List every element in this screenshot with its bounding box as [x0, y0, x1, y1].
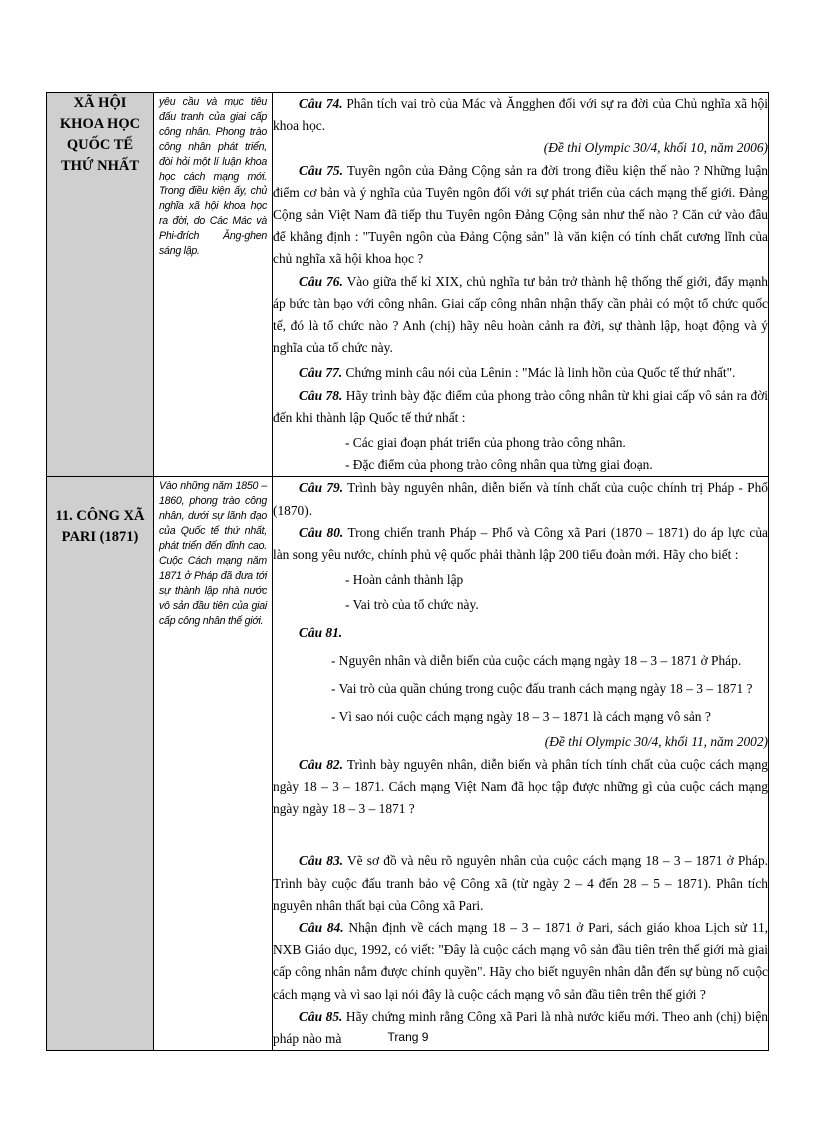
table-row	[47, 477, 769, 1051]
question-label: Câu 79.	[299, 480, 344, 496]
questions-cell	[273, 477, 769, 1051]
question-source: (Đề thi Olympic 30/4, khối 10, năm 2006)	[543, 140, 768, 156]
question-75	[273, 160, 768, 271]
topic-cell	[47, 477, 154, 1051]
question-text: Vào giữa thế kỉ XIX, chủ nghĩa tư bản trở thành hệ thống thế giới, đẩy mạnh áp bức tàn bạo với công nhân. Giai cấp công nhân nhận thấy cần phải có một tổ chức quốc tế, đó là tổ chức nào ? Anh (chị) hãy nêu hoàn cảnh ra đời, sự thành lập, hoạt động và ý nghĩa của tổ chức này.	[273, 273, 768, 356]
question-label: Câu 75.	[299, 162, 343, 178]
question-label: Câu 85.	[299, 1008, 343, 1024]
question-text: Chứng minh câu nói của Lênin : "Mác là linh hồn của Quốc tế thứ nhất".	[342, 365, 736, 381]
question-source: (Đề thi Olympic 30/4, khối 11, năm 2002)	[544, 734, 768, 750]
question-79	[273, 477, 768, 521]
question-label: Câu 82.	[299, 756, 343, 772]
question-label: Câu 78.	[299, 387, 343, 403]
list-item: - Hoàn cảnh thành lập	[345, 572, 464, 588]
question-label: Câu 81.	[299, 624, 343, 640]
question-82	[273, 754, 768, 821]
list-item: - Các giai đoạn phát triển của phong trào công nhân.	[345, 435, 626, 451]
question-text: Phân tích vai trò của Mác và Ăngghen đối với sự ra đời của Chủ nghĩa xã hội khoa học.	[273, 96, 768, 134]
question-text: Hãy trình bày đặc điểm của phong trào công nhân từ khi giai cấp vô sản ra đời đến khi thành lập Quốc tế thứ nhất :	[273, 387, 768, 425]
topic-title: XÃ HỘI KHOA HỌC QUỐC TẾ THỨ NHẤT	[59, 95, 141, 174]
question-text: Tuyên ngôn của Đảng Cộng sản ra đời trong điều kiện thế nào ? Những luận điểm cơ bản và ý nghĩa của Tuyên ngôn đối với sự phát triển của cách mạng thế giới. Đảng Cộng sản Việt Nam đã tiếp thu Tuyên ngôn Đảng Cộng sản như thế nào ? Căn cứ vào đâu để khẳng định : "Tuyên ngôn của Đảng Cộng sản" là văn kiện có tính chất cương lĩnh của chủ nghĩa xã hội khoa học ?	[273, 162, 768, 267]
question-label: Câu 84.	[299, 919, 344, 935]
question-text: Nhận định về cách mạng 18 – 3 – 1871 ở Pari, sách giáo khoa Lịch sử 11, NXB Giáo dục, 1992, có viết: "Đây là cuộc cách mạng vô sản đầu tiên trên thế giới mà giai cấp công nhân nắm được chính quyền". Hãy cho biết nguyên nhân dẫn đến sự bùng nổ cuộc cách mạng và vì sao lại nói đây là cuộc cách mạng vô sản đầu tiên trên thế giới ?	[273, 919, 768, 1002]
question-text: Vẽ sơ đồ và nêu rõ nguyên nhân của cuộc cách mạng 18 – 3 – 1871 ở Pháp. Trình bày cuộc đấu tranh bảo vệ Công xã (từ ngày 2 – 4 đến 28 – 5 – 1871). Phân tích nguyên nhân thất bại của Công xã Pari.	[273, 853, 768, 913]
note-text: yêu cầu và mục tiêu đấu tranh của giai cấp công nhân. Phong trào công nhân phát triển, đòi hỏi một lí luận khoa học cách mạng mới. Trong điều kiện ấy, chủ nghĩa xã hội khoa học ra đời, do Các Mác và Phi-đrích Ăng-ghen sáng lập.	[159, 96, 267, 258]
question-81	[273, 622, 768, 644]
question-label: Câu 76.	[299, 273, 343, 289]
table-row	[47, 93, 769, 477]
topic-cell	[47, 93, 154, 477]
question-label: Câu 83.	[299, 853, 344, 869]
list-item: - Nguyên nhân và diễn biến của cuộc cách mạng ngày 18 – 3 – 1871 ở Pháp.	[331, 652, 742, 668]
content-table	[46, 92, 769, 1051]
question-label: Câu 74.	[299, 96, 343, 111]
list-item: - Vì sao nói cuộc cách mạng ngày 18 – 3 – 1871 là cách mạng vô sản ?	[331, 709, 711, 725]
list-item: - Vai trò của quần chúng trong cuộc đấu tranh cách mạng ngày 18 – 3 – 1871 ?	[331, 681, 753, 697]
question-text: Trong chiến tranh Pháp – Phổ và Công xã Pari (1870 – 1871) do áp lực của làn song yêu nước, chính phủ vệ quốc phải thành lập 200 tiểu đoàn mới. Hãy cho biết :	[273, 524, 768, 563]
question-label: Câu 77.	[299, 365, 343, 381]
question-76	[273, 271, 768, 360]
question-text: Trình bày nguyên nhân, diễn biến và phân tích tính chất của cuộc cách mạng ngày 18 – 3 – 1871. Cách mạng Việt Nam đã học tập được những gì của cuộc cách mạng ngày ngày 18 – 3 – 1871 ?	[273, 756, 768, 817]
list-item: - Đặc điểm của phong trào công nhân qua từng giai đoạn.	[345, 457, 653, 473]
question-84	[273, 917, 768, 1006]
page-number: Trang 9	[387, 1030, 429, 1044]
note-cell	[154, 93, 273, 477]
note-cell	[154, 477, 273, 1051]
question-83	[273, 850, 768, 917]
question-74	[273, 93, 768, 137]
question-80	[273, 522, 768, 566]
question-text: Trình bày nguyên nhân, diễn biến và tính chất của cuộc chính trị Pháp - Phổ (1870).	[273, 480, 768, 518]
question-text: Hãy chứng minh rằng Công xã Pari là nhà nước kiểu mới. Theo anh (chị) biện pháp nào mà	[273, 1008, 768, 1046]
list-item: - Vai trò của tổ chức này.	[345, 597, 479, 613]
question-78	[273, 385, 768, 429]
question-77	[273, 362, 768, 384]
note-text: Vào những năm 1850 – 1860, phong trào công nhân, dưới sự lãnh đạo của Quốc tế thứ nhất, phát triển đến đỉnh cao. Cuộc Cách mạng năm 1871 ở Pháp đã đưa tới sự thành lập nhà nước vô sản đầu tiên của giai cấp công nhân thế giới.	[159, 480, 267, 627]
topic-title: 11. CÔNG XÃ PARI (1871)	[55, 508, 145, 546]
questions-cell	[273, 93, 769, 477]
spacer	[273, 820, 768, 850]
question-label: Câu 80.	[299, 524, 344, 540]
